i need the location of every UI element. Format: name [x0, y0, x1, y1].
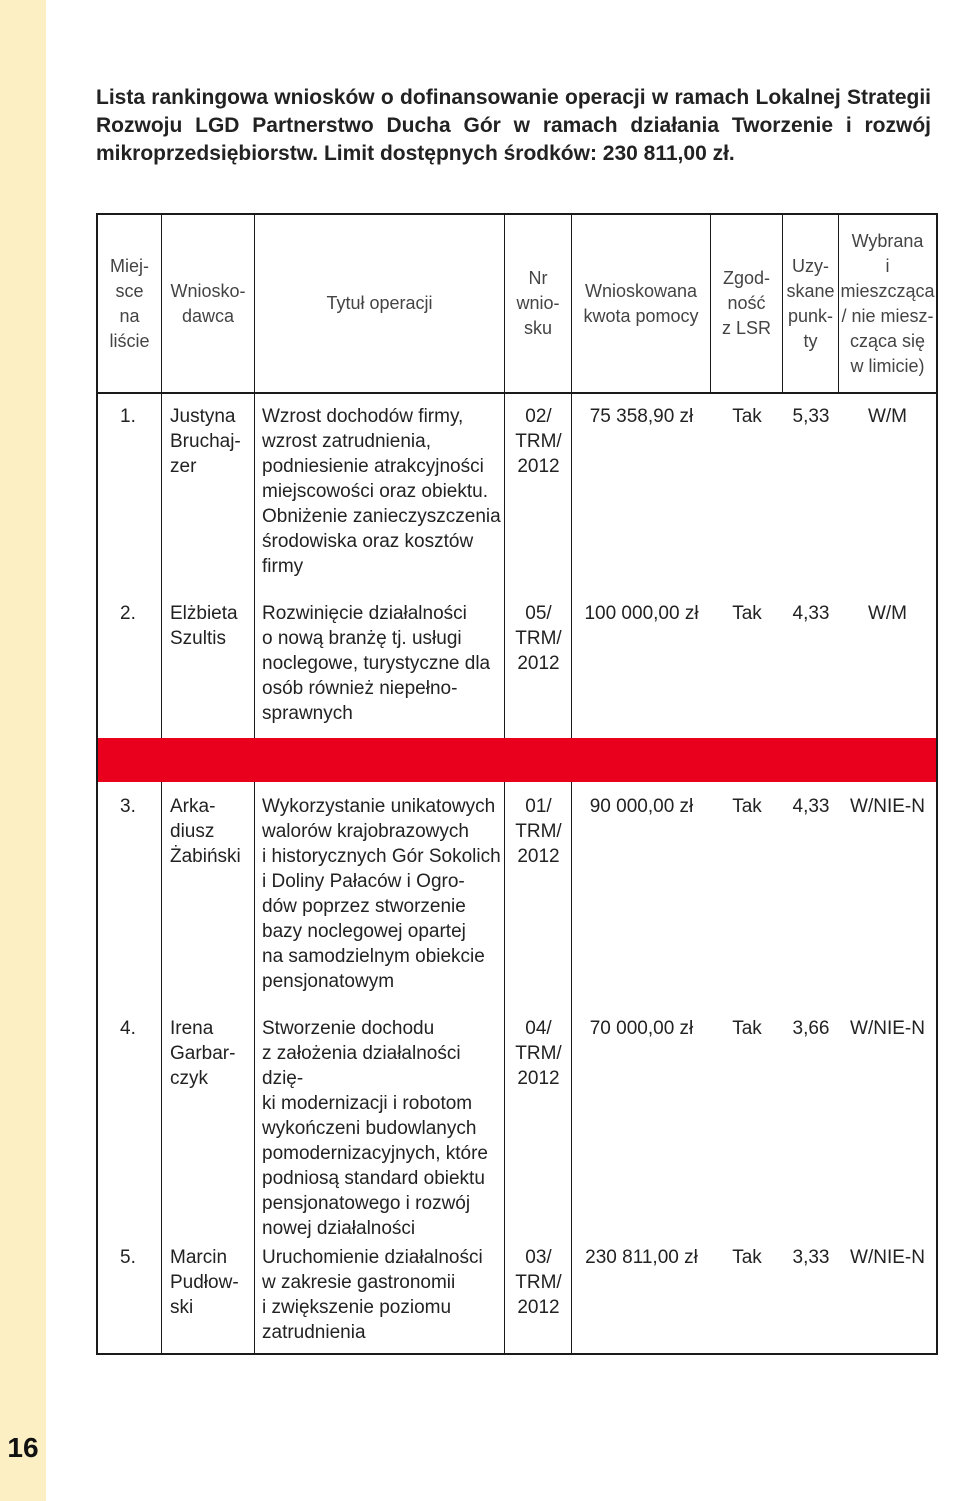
- cell-number: 05/ TRM/ 2012: [515, 603, 562, 674]
- page-title: Lista rankingowa wniosków o dofinansowanie operacji w ramach Lokalnej Strategii Rozwoju LGD Partnerstwo Ducha Gór w ramach działania Tworzenie i rozwój mikroprzedsiębiorstw. Limit dostępnych środków: 230 811,00 zł.: [96, 86, 931, 165]
- cell-points: 3,33: [792, 1247, 830, 1268]
- header-compliance: Zgod- ność z LSR: [711, 215, 783, 392]
- page-number: 16: [7, 1432, 39, 1463]
- cell-operation: Wzrost dochodów firmy, wzrost zatrudnienia, podniesienie atrakcyjności miejscowości oraz obiektu. Obniżenie zanieczyszczenia środowiska oraz kosztów firmy: [262, 406, 501, 577]
- cell-compliance: Tak: [732, 1247, 762, 1268]
- cell-selected: W/M: [867, 406, 908, 427]
- cell-place: 5.: [120, 1247, 136, 1268]
- cell-applicant: Marcin Pudłow- ski: [170, 1247, 239, 1318]
- cell-operation: Uruchomienie działalności w zakresie gastronomii i zwiększenie poziomu zatrudnienia: [262, 1247, 483, 1343]
- cell-selected: W/NIE-N: [850, 1247, 925, 1268]
- cell-operation: Stworzenie dochodu z założenia działalności dzię- ki modernizacji i robotom wykończeni budowlanych pomodernizacyjnych, które podniosą standard obiektu pensjonatowego i rozwój nowej działalności: [262, 1018, 488, 1239]
- cell-amount: 230 811,00 zł: [585, 1247, 698, 1268]
- cell-points: 5,33: [792, 406, 830, 427]
- cell-selected: W/NIE-N: [850, 1018, 925, 1039]
- cell-place: 4.: [120, 1018, 136, 1039]
- cell-applicant: Elżbieta Szultis: [170, 603, 238, 649]
- table-row: [98, 1233, 936, 1353]
- cell-points: 4,33: [792, 796, 830, 817]
- cell-operation: Rozwinięcie działalności o nową branżę tj. usługi noclegowe, turystyczne dla osób również niepełno- sprawnych: [262, 603, 491, 724]
- cell-place: 1.: [120, 406, 136, 427]
- cell-operation: Wykorzystanie unikatowych walorów krajobrazowych i historycznych Gór Sokolich i Doliny Pałaców i Ogro- dów poprzez stworzenie bazy noclegowej opartej na samodzielnym obiekcie pensjonatowym: [262, 796, 501, 992]
- cell-number: 02/ TRM/ 2012: [515, 406, 562, 477]
- cell-applicant: Arka- diusz Żabiński: [170, 796, 241, 867]
- header-selected: Wybrana i mieszcząca / nie miesz- cząca się w limicie): [840, 230, 935, 376]
- cell-number: 04/ TRM/ 2012: [515, 1018, 562, 1089]
- header-place: Miej- sce na liście: [98, 215, 162, 392]
- cell-applicant: Irena Garbar- czyk: [170, 1018, 236, 1089]
- header-number: Nr wnio- sku: [505, 215, 572, 392]
- limit-separator-bar: [98, 738, 936, 782]
- cell-points: 4,33: [792, 603, 830, 624]
- ranking-table: [96, 213, 938, 1355]
- cell-amount: 90 000,00 zł: [589, 796, 694, 817]
- header-applicant: Wniosko- dawca: [162, 215, 255, 392]
- cell-points: 3,66: [792, 1018, 830, 1039]
- cell-amount: 75 358,90 zł: [589, 406, 694, 427]
- table-row: [98, 782, 936, 1004]
- cell-selected: W/M: [867, 603, 908, 624]
- cell-amount: 100 000,00 zł: [584, 603, 699, 624]
- cell-place: 2.: [120, 603, 136, 624]
- cell-compliance: Tak: [732, 406, 762, 427]
- cell-amount: 70 000,00 zł: [589, 1018, 694, 1039]
- table-row: [98, 392, 936, 589]
- cell-compliance: Tak: [732, 796, 762, 817]
- header-points: Uzy- skane punk- ty: [783, 215, 839, 392]
- header-operation: Tytuł operacji: [255, 215, 505, 392]
- table-header: [98, 215, 936, 394]
- cell-compliance: Tak: [732, 1018, 762, 1039]
- header-amount: Wnioskowana kwota pomocy: [572, 215, 711, 392]
- cell-number: 01/ TRM/ 2012: [515, 796, 562, 867]
- table-row: [98, 589, 936, 738]
- cell-place: 3.: [120, 796, 136, 817]
- cell-compliance: Tak: [732, 603, 762, 624]
- cell-number: 03/ TRM/ 2012: [515, 1247, 562, 1318]
- cell-applicant: Justyna Bruchaj- zer: [170, 406, 241, 477]
- table-row: [98, 1004, 936, 1239]
- cell-selected: W/NIE-N: [850, 796, 925, 817]
